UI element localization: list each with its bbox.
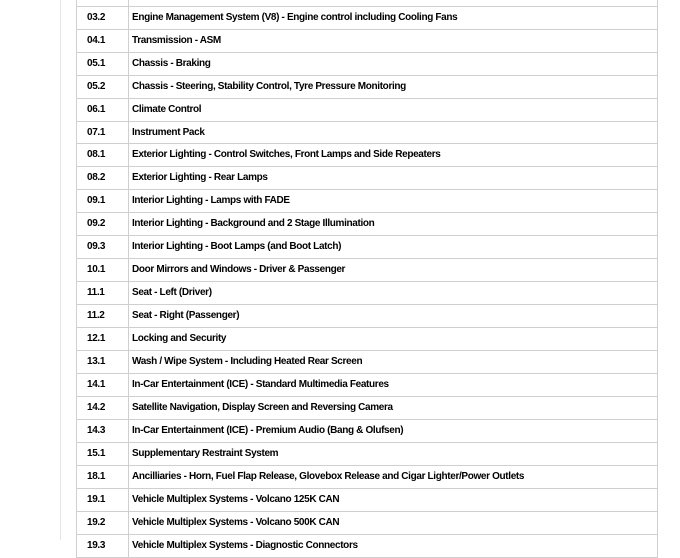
section-title: Locking and Security — [129, 328, 658, 351]
table-row — [77, 328, 658, 351]
table-row — [77, 30, 658, 53]
table-row — [77, 420, 658, 443]
section-number: 13.1 — [77, 351, 129, 374]
section-title: Satellite Navigation, Display Screen and Reversing Camera — [129, 397, 658, 420]
section-title: Exterior Lighting - Control Switches, Front Lamps and Side Repeaters — [129, 144, 658, 167]
table-row — [77, 122, 658, 144]
table-row — [77, 282, 658, 305]
section-number: 05.2 — [77, 76, 129, 99]
section-title: Interior Lighting - Boot Lamps (and Boot Latch) — [129, 236, 658, 259]
section-number: 07.1 — [77, 122, 129, 144]
section-number: 08.2 — [77, 167, 129, 190]
section-number: 18.1 — [77, 466, 129, 489]
section-title: Seat - Right (Passenger) — [129, 305, 658, 328]
section-number: 08.1 — [77, 144, 129, 167]
table-row — [77, 397, 658, 420]
section-title: Exterior Lighting - Rear Lamps — [129, 167, 658, 190]
table-row — [77, 190, 658, 213]
section-number: 14.3 — [77, 420, 129, 443]
section-title: Transmission - ASM — [129, 30, 658, 53]
section-title: Door Mirrors and Windows - Driver & Passenger — [129, 259, 658, 282]
table-row — [77, 443, 658, 466]
section-number: 10.1 — [77, 259, 129, 282]
table-row — [77, 53, 658, 76]
table-row — [77, 466, 658, 489]
page-margin-line — [60, 0, 61, 540]
table-row — [77, 76, 658, 99]
section-title: Interior Lighting - Lamps with FADE — [129, 190, 658, 213]
section-title: Chassis - Steering, Stability Control, Tyre Pressure Monitoring — [129, 76, 658, 99]
section-number: 09.2 — [77, 213, 129, 236]
section-number: 19.3 — [77, 535, 129, 558]
table-row — [77, 512, 658, 535]
section-number: 19.2 — [77, 512, 129, 535]
section-number: 12.1 — [77, 328, 129, 351]
section-number: 03.2 — [77, 7, 129, 30]
section-number: 15.1 — [77, 443, 129, 466]
table-row — [77, 489, 658, 512]
section-title: Seat - Left (Driver) — [129, 282, 658, 305]
table-row — [77, 144, 658, 167]
table-row — [77, 351, 658, 374]
section-title: Vehicle Multiplex Systems - Diagnostic Connectors — [129, 535, 658, 558]
table-row — [77, 305, 658, 328]
section-number: 04.1 — [77, 30, 129, 53]
section-title: In-Car Entertainment (ICE) - Premium Audio (Bang & Olufsen) — [129, 420, 658, 443]
section-title: Engine Management System (V8) - Engine control including Cooling Fans — [129, 7, 658, 30]
contents-table — [76, 0, 658, 558]
section-number: 14.1 — [77, 374, 129, 397]
section-title: Vehicle Multiplex Systems - Volcano 500K CAN — [129, 512, 658, 535]
section-title: Climate Control — [129, 99, 658, 122]
table-row — [77, 374, 658, 397]
section-number: 06.1 — [77, 99, 129, 122]
section-number: 11.1 — [77, 282, 129, 305]
table-row — [77, 7, 658, 30]
section-title: Ancilliaries - Horn, Fuel Flap Release, Glovebox Release and Cigar Lighter/Power Outlets — [129, 466, 658, 489]
section-number: 05.1 — [77, 53, 129, 76]
section-title: Interior Lighting - Background and 2 Stage Illumination — [129, 213, 658, 236]
section-number: 19.1 — [77, 489, 129, 512]
table-row — [77, 99, 658, 122]
table-row — [77, 535, 658, 558]
section-number: 11.2 — [77, 305, 129, 328]
table-row — [77, 213, 658, 236]
section-number: 09.3 — [77, 236, 129, 259]
section-title: Vehicle Multiplex Systems - Volcano 125K CAN — [129, 489, 658, 512]
section-title: Chassis - Braking — [129, 53, 658, 76]
section-number: 14.2 — [77, 397, 129, 420]
table-row — [77, 167, 658, 190]
section-title: Wash / Wipe System - Including Heated Rear Screen — [129, 351, 658, 374]
section-number: 09.1 — [77, 190, 129, 213]
section-title: Instrument Pack — [129, 122, 658, 144]
section-title: Supplementary Restraint System — [129, 443, 658, 466]
section-title: In-Car Entertainment (ICE) - Standard Multimedia Features — [129, 374, 658, 397]
table-row — [77, 259, 658, 282]
table-row — [77, 236, 658, 259]
